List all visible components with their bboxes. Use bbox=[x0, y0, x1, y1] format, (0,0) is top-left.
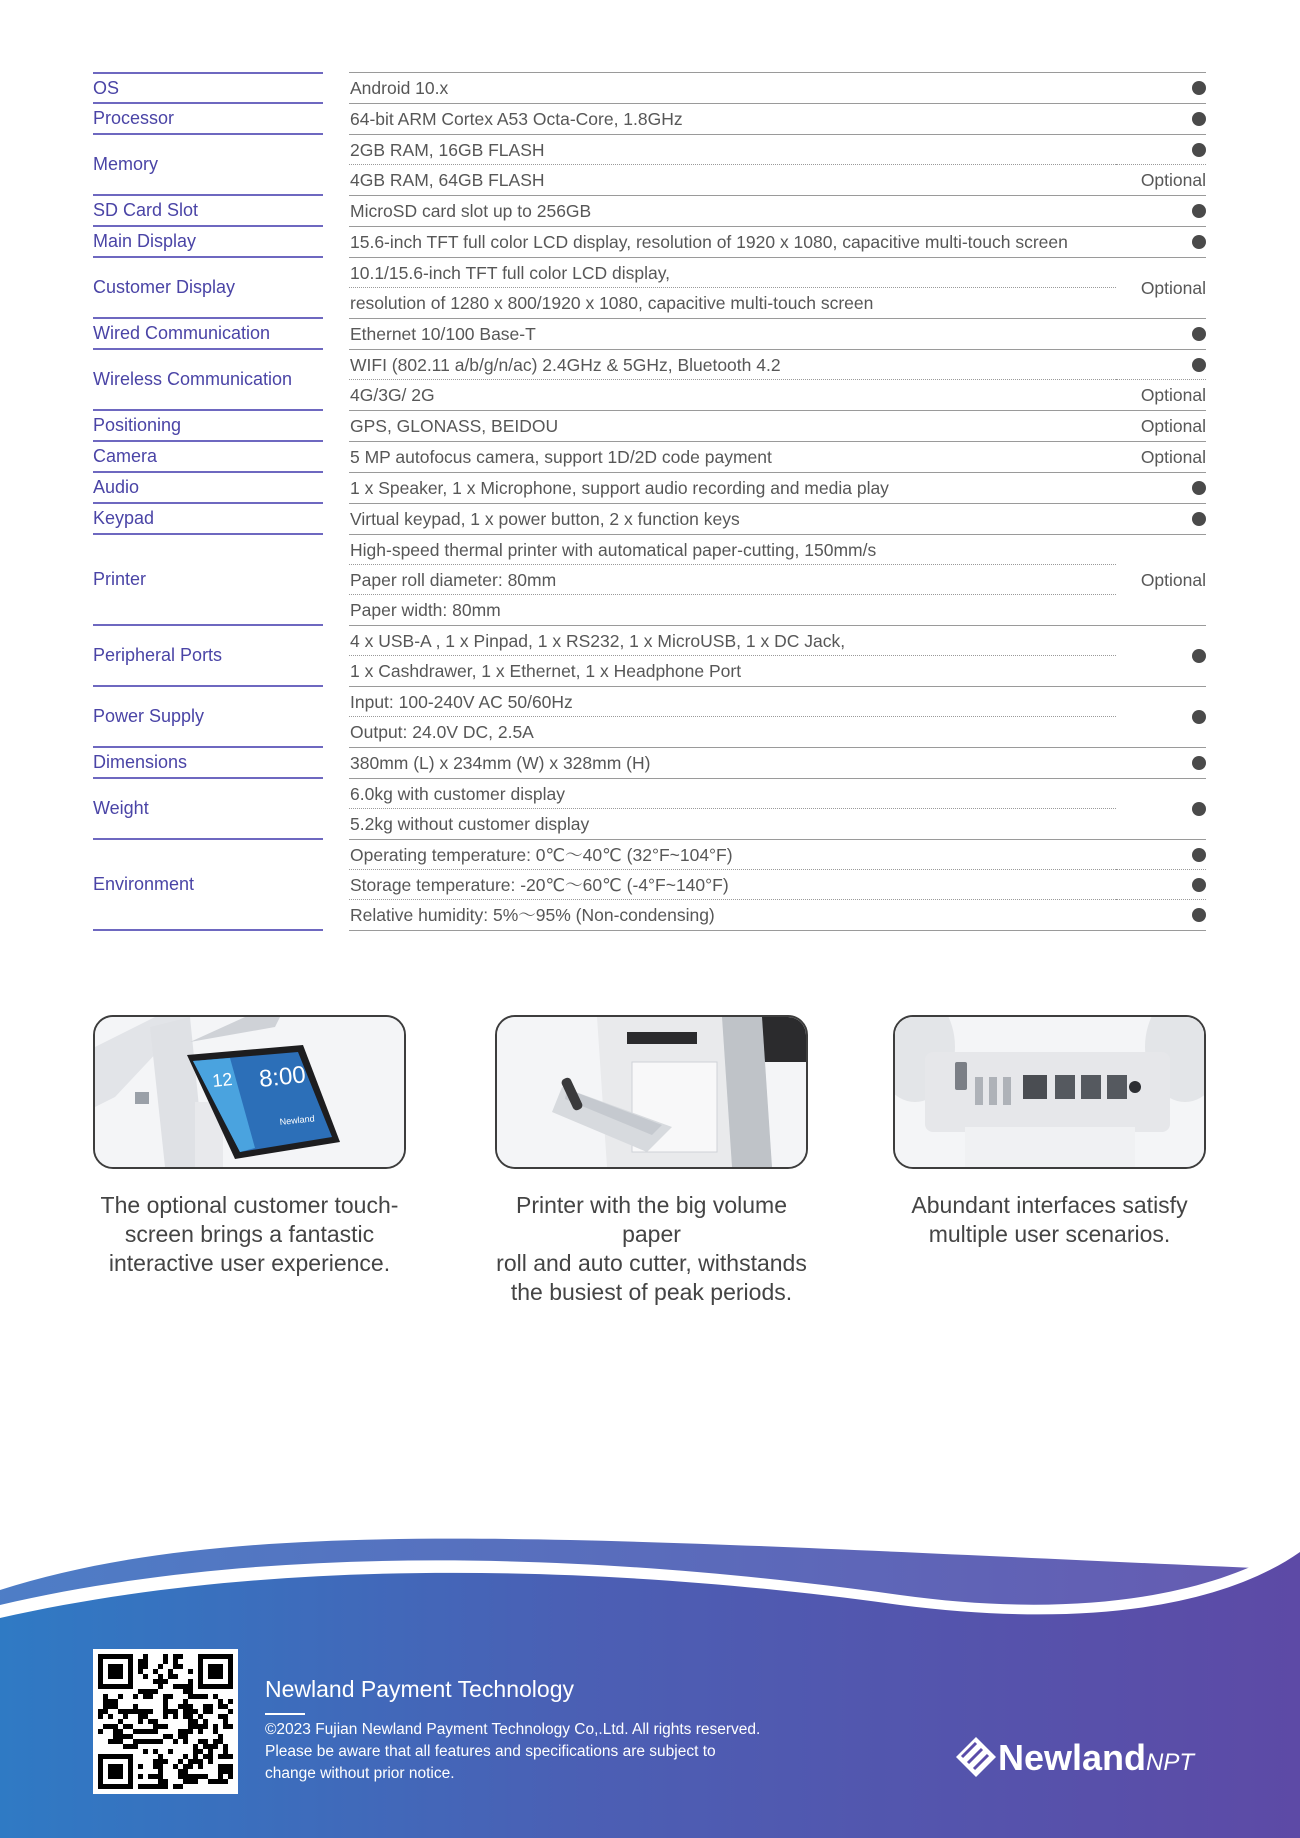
feature-caption: The optional customer touch- screen brings a fantastic interactive user experience. bbox=[100, 1192, 399, 1276]
spec-label: Wired Communication bbox=[93, 319, 323, 350]
spec-row bbox=[93, 72, 1206, 104]
diamond-logo-icon bbox=[956, 1737, 996, 1777]
standard-dot-icon bbox=[1192, 848, 1206, 862]
optional-badge: Optional bbox=[1140, 384, 1206, 405]
standard-dot-icon bbox=[1192, 204, 1206, 218]
spec-value: 380mm (L) x 234mm (W) x 328mm (H) bbox=[350, 753, 651, 773]
spec-value: 1 x Speaker, 1 x Microphone, support audio recording and media play bbox=[350, 478, 889, 498]
spec-value: 10.1/15.6-inch TFT full color LCD display, bbox=[349, 258, 1116, 288]
spec-row bbox=[93, 626, 1206, 687]
spec-row bbox=[93, 258, 1206, 319]
standard-dot-icon bbox=[1192, 649, 1206, 663]
spec-value: Ethernet 10/100 Base-T bbox=[350, 324, 536, 344]
spec-value: 1 x Cashdrawer, 1 x Ethernet, 1 x Headphone Port bbox=[350, 661, 742, 681]
spec-row bbox=[93, 319, 1206, 350]
spec-value: 15.6-inch TFT full color LCD display, resolution of 1920 x 1080, capacitive multi-touch screen bbox=[350, 232, 1068, 252]
spec-value: 5 MP autofocus camera, support 1D/2D code payment bbox=[350, 447, 772, 467]
spec-row bbox=[93, 748, 1206, 779]
spec-value: High-speed thermal printer with automatical paper-cutting, 150mm/s bbox=[349, 535, 1116, 565]
spec-value: 64-bit ARM Cortex A53 Octa-Core, 1.8GHz bbox=[350, 109, 683, 129]
logo-suffix: NPT bbox=[1146, 1749, 1194, 1776]
spec-label: Main Display bbox=[93, 227, 323, 258]
standard-dot-icon bbox=[1192, 235, 1206, 249]
spec-label: Keypad bbox=[93, 504, 323, 535]
optional-badge: Optional bbox=[1140, 169, 1206, 190]
optional-badge: Optional bbox=[1140, 277, 1206, 298]
spec-label: Power Supply bbox=[93, 687, 323, 748]
screen-day-text: 12 bbox=[211, 1068, 234, 1091]
spec-label: Positioning bbox=[93, 411, 323, 442]
spec-value: Android 10.x bbox=[350, 78, 449, 98]
spec-label: Processor bbox=[93, 104, 323, 135]
feature-customer-display bbox=[93, 1015, 406, 1278]
newland-npt-logo bbox=[948, 1731, 1208, 1791]
feature-printer bbox=[495, 1015, 808, 1307]
spec-label: Printer bbox=[93, 535, 323, 626]
spec-row bbox=[93, 840, 1206, 931]
spec-row bbox=[93, 504, 1206, 535]
spec-value: 6.0kg with customer display bbox=[349, 779, 1116, 809]
spec-table bbox=[93, 72, 1206, 931]
features-section bbox=[93, 1015, 1206, 1305]
spec-value: Virtual keypad, 1 x power button, 2 x function keys bbox=[350, 509, 740, 529]
spec-label: Dimensions bbox=[93, 748, 323, 779]
screen-brand-text: Newland bbox=[279, 1113, 316, 1127]
standard-dot-icon bbox=[1192, 481, 1206, 495]
spec-row bbox=[93, 196, 1206, 227]
spec-value: Operating temperature: 0℃～40℃ (32°F~104°F) bbox=[349, 840, 1116, 870]
feature-interfaces bbox=[893, 1015, 1206, 1249]
logo-wordmark: Newland bbox=[998, 1737, 1147, 1778]
spec-label: Wireless Communication bbox=[93, 350, 323, 411]
spec-label: Environment bbox=[93, 840, 323, 931]
spec-row bbox=[93, 473, 1206, 504]
optional-badge: Optional bbox=[1140, 446, 1206, 467]
customer-display-photo bbox=[93, 1015, 406, 1169]
optional-badge: Optional bbox=[1140, 415, 1206, 436]
spec-row bbox=[93, 535, 1206, 626]
interfaces-photo bbox=[893, 1015, 1206, 1169]
spec-value: Output: 24.0V DC, 2.5A bbox=[350, 722, 534, 742]
feature-caption: Printer with the big volume paper roll and auto cutter, withstands the busiest of peak periods. bbox=[496, 1192, 807, 1305]
standard-dot-icon bbox=[1192, 756, 1206, 770]
spec-value: 4GB RAM, 64GB FLASH bbox=[350, 170, 545, 190]
standard-dot-icon bbox=[1192, 81, 1206, 95]
spec-value: Input: 100-240V AC 50/60Hz bbox=[349, 687, 1116, 717]
spec-label: Customer Display bbox=[93, 258, 323, 319]
spec-row bbox=[93, 350, 1206, 411]
standard-dot-icon bbox=[1192, 802, 1206, 816]
spec-row bbox=[93, 687, 1206, 748]
spec-label: Weight bbox=[93, 779, 323, 840]
optional-badge: Optional bbox=[1140, 569, 1206, 590]
spec-value: 4 x USB-A , 1 x Pinpad, 1 x RS232, 1 x MicroUSB, 1 x DC Jack, bbox=[349, 626, 1116, 656]
standard-dot-icon bbox=[1192, 112, 1206, 126]
qr-code[interactable] bbox=[93, 1649, 238, 1794]
spec-value: resolution of 1280 x 800/1920 x 1080, capacitive multi-touch screen bbox=[350, 293, 874, 313]
standard-dot-icon bbox=[1192, 878, 1206, 892]
spec-value: 2GB RAM, 16GB FLASH bbox=[349, 135, 1116, 165]
disclaimer-text: change without prior notice. bbox=[265, 1765, 455, 1782]
company-name: Newland Payment Technology bbox=[265, 1676, 574, 1702]
feature-caption: Abundant interfaces satisfy multiple user scenarios. bbox=[911, 1192, 1188, 1247]
spec-label: OS bbox=[93, 72, 323, 104]
spec-value: Storage temperature: -20℃～60℃ (-4°F~140°F) bbox=[349, 870, 1116, 900]
standard-dot-icon bbox=[1192, 143, 1206, 157]
spec-value: Paper width: 80mm bbox=[350, 600, 501, 620]
disclaimer-text: Please be aware that all features and specifications are subject to bbox=[265, 1743, 716, 1760]
spec-label: Camera bbox=[93, 442, 323, 473]
spec-row bbox=[93, 135, 1206, 196]
screen-time-text: 8:00 bbox=[257, 1061, 308, 1093]
spec-label: Peripheral Ports bbox=[93, 626, 323, 687]
standard-dot-icon bbox=[1192, 327, 1206, 341]
spec-row bbox=[93, 411, 1206, 442]
spec-value: GPS, GLONASS, BEIDOU bbox=[350, 416, 559, 436]
standard-dot-icon bbox=[1192, 358, 1206, 372]
spec-row bbox=[93, 442, 1206, 473]
printer-photo bbox=[495, 1015, 808, 1169]
spec-value: Relative humidity: 5%～95% (Non-condensing) bbox=[350, 905, 715, 925]
standard-dot-icon bbox=[1192, 710, 1206, 724]
spec-value: 4G/3G/ 2G bbox=[350, 385, 435, 405]
spec-value: WIFI (802.11 a/b/g/n/ac) 2.4GHz & 5GHz, Bluetooth 4.2 bbox=[349, 350, 1116, 380]
spec-value: 5.2kg without customer display bbox=[350, 814, 590, 834]
qr-code-icon bbox=[93, 1649, 238, 1794]
spec-label: Memory bbox=[93, 135, 323, 196]
standard-dot-icon bbox=[1192, 512, 1206, 526]
spec-row bbox=[93, 227, 1206, 258]
spec-value: Paper roll diameter: 80mm bbox=[349, 565, 1116, 595]
spec-row bbox=[93, 779, 1206, 840]
copyright-text: ©2023 Fujian Newland Payment Technology Co,.Ltd. All rights reserved. bbox=[265, 1721, 761, 1738]
spec-value: MicroSD card slot up to 256GB bbox=[350, 201, 592, 221]
standard-dot-icon bbox=[1192, 908, 1206, 922]
spec-label: Audio bbox=[93, 473, 323, 504]
spec-row bbox=[93, 104, 1206, 135]
spec-label: SD Card Slot bbox=[93, 196, 323, 227]
footer-divider bbox=[265, 1713, 305, 1715]
